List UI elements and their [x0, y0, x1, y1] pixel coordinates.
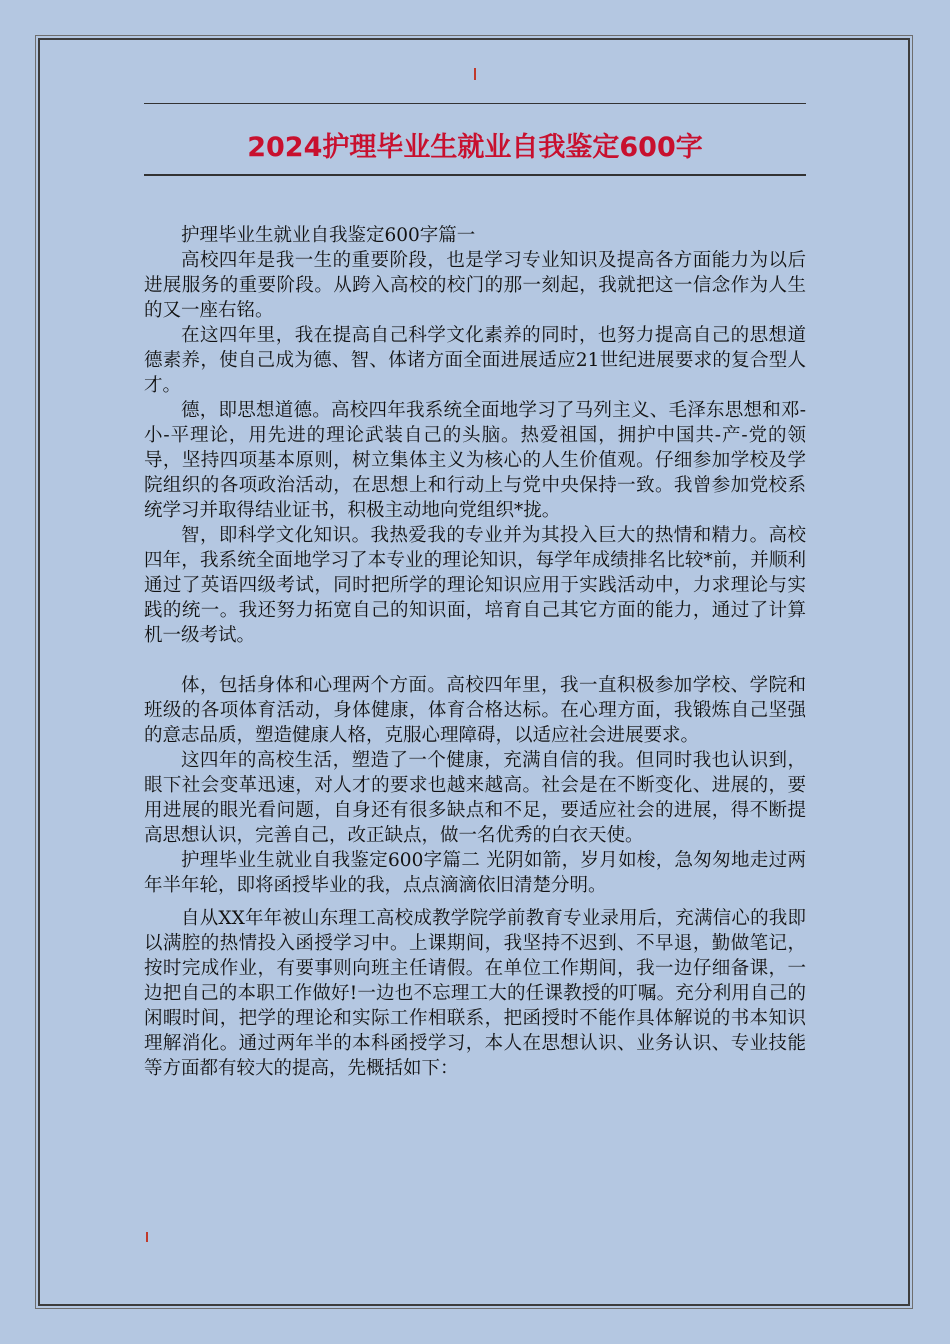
paragraph: 智，即科学文化知识。我热爱我的专业并为其投入巨大的热情和精力。高校四年，我系统全面地学习了本专业的理论知识，每学年成绩排名比较*前，并顺利通过了英语四级考试，同时把所学的理论知识应用于实践活动中，力求理论与实践的统一。我还努力拓宽自己的知识面，培育自己其它方面的能力，通过了计算机一级考试。 — [144, 525, 806, 646]
footer-mark — [146, 1232, 148, 1242]
document-title: 2024护理毕业生就业自我鉴定600字 — [247, 132, 703, 163]
document-body — [144, 223, 806, 1081]
header-rule — [144, 103, 806, 104]
paragraph: 自从XX年年被山东理工高校成教学院学前教育专业录用后，充满信心的我即以满腔的热情投入函授学习中。上课期间，我坚持不迟到、不早退，勤做笔记，按时完成作业，有要事则向班主任请假。在单位工作期间，我一边仔细备课，一边把自己的本职工作做好!一边也不忘理工大的任课教授的叮嘱。充分利用自己的闲暇时间，把学的理论和实际工作相联系，把函授时不能作具体解说的书本知识理解消化。通过两年半的本科函授学习，本人在思想认识、业务认识、专业技能等方面都有较大的提高，先概括如下： — [144, 908, 806, 1079]
paragraph: 在这四年里，我在提高自己科学文化素养的同时，也努力提高自己的思想道德素养，使自己成为德、智、体诸方面全面进展适应21世纪进展要求的复合型人才。 — [144, 325, 806, 396]
paragraph: 这四年的高校生活，塑造了一个健康，充满自信的我。但同时我也认识到，眼下社会变革迅速，对人才的要求也越来越高。社会是在不断变化、进展的，要用进展的眼光看问题，自身还有很多缺点和不足，要适应社会的进展，得不断提高思想认识，完善自己，改正缺点，做一名优秀的白衣天使。 — [144, 750, 806, 846]
paragraph: 体，包括身体和心理两个方面。高校四年里，我一直积极参加学校、学院和班级的各项体育活动，身体健康，体育合格达标。在心理方面，我锻炼自己坚强的意志品质，塑造健康人格，克服心理障碍，以适应社会进展要求。 — [144, 675, 806, 746]
title-rule — [144, 174, 806, 176]
header-mark — [474, 68, 476, 80]
paragraph: 德，即思想道德。高校四年我系统全面地学习了马列主义、毛泽东思想和邓-小-平理论，用先进的理论武装自己的头脑。热爱祖国，拥护中国共-产-党的领导，坚持四项基本原则，树立集体主义为核心的人生价值观。仔细参加学校及学院组织的各项政治活动，在思想上和行动上与党中央保持一致。我曾参加党校系统学习并取得结业证书，积极主动地向党组织*拢。 — [144, 400, 806, 521]
paragraph: 护理毕业生就业自我鉴定600字篇二 光阴如箭，岁月如梭，急匆匆地走过两年半年轮，即将函授毕业的我，点点滴滴依旧清楚分明。 — [144, 850, 806, 896]
paragraph: 高校四年是我一生的重要阶段，也是学习专业知识及提高各方面能力为以后进展服务的重要阶段。从跨入高校的校门的那一刻起，我就把这一信念作为人生的又一座右铭。 — [144, 250, 806, 321]
section-heading-1: 护理毕业生就业自我鉴定600字篇一 — [181, 225, 476, 246]
